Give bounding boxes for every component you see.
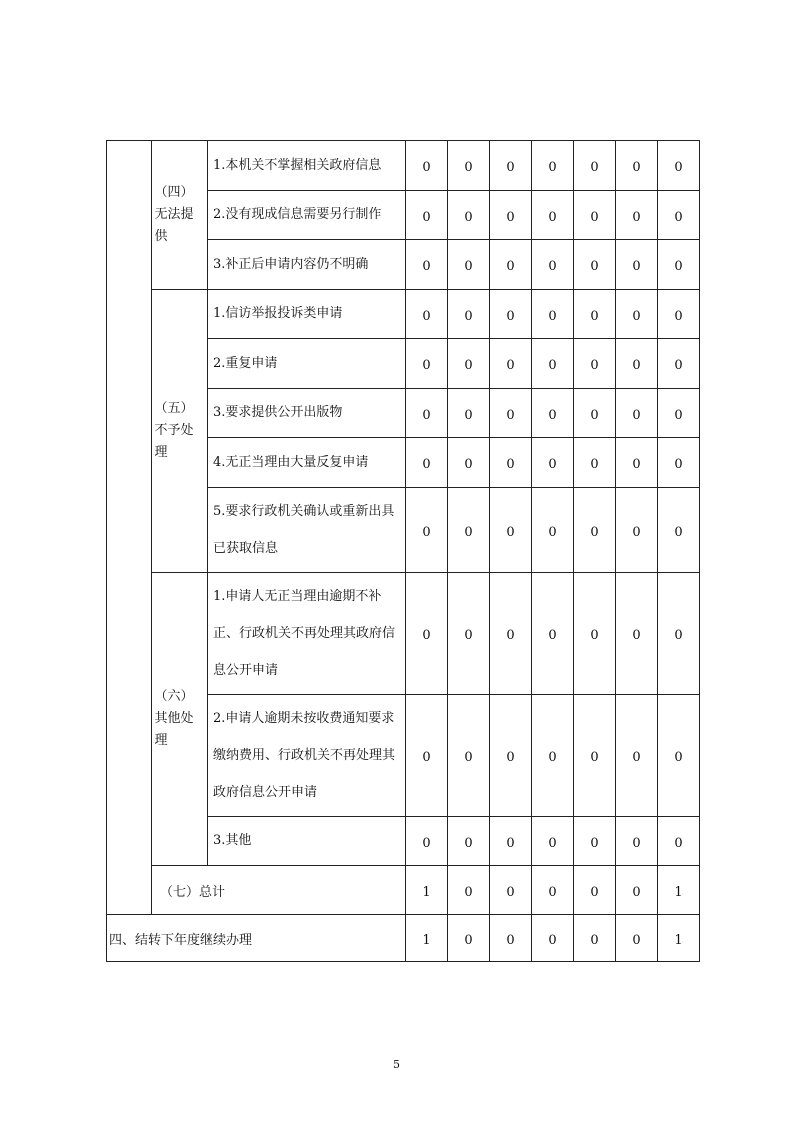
value-cell — [532, 240, 574, 290]
cell-value: 0 — [548, 628, 557, 643]
carry-over-label: 四、结转下年度继续办理 — [107, 915, 406, 962]
value-cell — [490, 339, 532, 389]
value-cell — [448, 290, 490, 339]
value-cell — [616, 695, 658, 817]
value-cell — [406, 290, 448, 339]
item-label: 2.没有现成信息需要另行制作 — [208, 191, 406, 240]
cell-value: 0 — [590, 750, 599, 765]
page-number: 5 — [393, 1058, 400, 1071]
item-label: 3.补正后申请内容仍不明确 — [208, 240, 406, 290]
cell-value: 0 — [422, 209, 431, 225]
cell-value: 0 — [548, 308, 557, 324]
category-cell-other — [152, 573, 208, 866]
cell-value: 1 — [422, 932, 431, 948]
item-label: 1.本机关不掌握相关政府信息 — [208, 141, 406, 191]
cell-value: 0 — [548, 457, 557, 472]
value-cell — [574, 488, 616, 573]
cell-value: 0 — [422, 407, 431, 423]
value-cell — [574, 191, 616, 240]
cell-value: 0 — [674, 308, 683, 324]
value-cell — [532, 438, 574, 488]
cell-value: 0 — [506, 884, 515, 900]
cell-value: 0 — [422, 160, 431, 175]
value-cell — [658, 438, 700, 488]
category-cell-no_provide — [152, 141, 208, 290]
cell-value: 0 — [632, 358, 641, 373]
value-cell — [616, 240, 658, 290]
value-cell — [532, 141, 574, 191]
value-cell — [658, 915, 700, 962]
cell-value: 0 — [548, 209, 557, 225]
value-cell — [658, 695, 700, 817]
cell-value: 0 — [674, 524, 683, 540]
value-cell — [406, 817, 448, 866]
cell-value: 0 — [548, 884, 557, 900]
cell-value: 0 — [548, 750, 557, 765]
value-cell — [448, 488, 490, 573]
total-row — [107, 866, 700, 915]
cell-value: 0 — [464, 884, 473, 900]
cell-value: 1 — [674, 884, 683, 900]
value-cell — [490, 141, 532, 191]
value-cell — [574, 290, 616, 339]
cell-value: 0 — [590, 407, 599, 423]
cell-value: 0 — [674, 835, 683, 851]
cell-value: 0 — [548, 835, 557, 851]
value-cell — [406, 915, 448, 962]
cell-value: 0 — [506, 457, 515, 472]
item-label: 4.无正当理由大量反复申请 — [208, 438, 406, 488]
value-cell — [532, 866, 574, 915]
cell-value: 0 — [548, 160, 557, 175]
statistics-table — [106, 140, 700, 962]
value-cell — [658, 573, 700, 695]
cell-value: 0 — [506, 358, 515, 373]
cell-value: 0 — [632, 407, 641, 423]
cell-value: 1 — [422, 884, 431, 900]
cell-value: 0 — [674, 750, 683, 765]
cell-value: 0 — [632, 628, 641, 643]
value-cell — [574, 389, 616, 438]
value-cell — [574, 695, 616, 817]
value-cell — [658, 141, 700, 191]
value-cell — [406, 573, 448, 695]
value-cell — [448, 339, 490, 389]
cell-value: 1 — [674, 932, 683, 948]
category-label: （四）无法提供 — [154, 185, 194, 244]
value-cell — [490, 389, 532, 438]
table-row — [107, 573, 700, 695]
value-cell — [574, 915, 616, 962]
value-cell — [448, 695, 490, 817]
item-label: 1.信访举报投诉类申请 — [208, 290, 406, 339]
cell-value: 0 — [464, 628, 473, 643]
value-cell — [532, 290, 574, 339]
value-cell — [574, 573, 616, 695]
cell-value: 0 — [632, 457, 641, 472]
value-cell — [616, 389, 658, 438]
item-label: 1.申请人无正当理由逾期不补正、行政机关不再处理其政府信息公开申请 — [208, 573, 406, 695]
value-cell — [574, 141, 616, 191]
cell-value: 0 — [464, 407, 473, 423]
cell-value: 0 — [632, 308, 641, 324]
value-cell — [658, 191, 700, 240]
cell-value: 0 — [464, 358, 473, 373]
value-cell — [490, 915, 532, 962]
value-cell — [448, 915, 490, 962]
value-cell — [574, 339, 616, 389]
value-cell — [490, 817, 532, 866]
cell-value: 0 — [506, 160, 515, 175]
value-cell — [490, 240, 532, 290]
cell-value: 0 — [590, 160, 599, 175]
value-cell — [658, 290, 700, 339]
cell-value: 0 — [590, 932, 599, 948]
cell-value: 0 — [632, 884, 641, 900]
cell-value: 0 — [674, 160, 683, 175]
value-cell — [532, 573, 574, 695]
cell-value: 0 — [464, 835, 473, 851]
cell-value: 0 — [464, 308, 473, 324]
cell-value: 0 — [632, 160, 641, 175]
value-cell — [574, 866, 616, 915]
cell-value: 0 — [674, 259, 683, 274]
value-cell — [406, 191, 448, 240]
cell-value: 0 — [674, 457, 683, 472]
cell-value: 0 — [590, 308, 599, 324]
table-row — [107, 290, 700, 339]
value-cell — [532, 389, 574, 438]
value-cell — [616, 141, 658, 191]
cell-value: 0 — [590, 524, 599, 540]
value-cell — [406, 389, 448, 438]
blank-side-cell — [107, 141, 152, 915]
cell-value: 0 — [590, 457, 599, 472]
value-cell — [448, 240, 490, 290]
cell-value: 0 — [590, 259, 599, 274]
value-cell — [658, 240, 700, 290]
value-cell — [658, 339, 700, 389]
cell-value: 0 — [464, 524, 473, 540]
category-label: （六）其他处理 — [154, 689, 194, 748]
cell-value: 0 — [464, 932, 473, 948]
value-cell — [616, 339, 658, 389]
item-label: 2.重复申请 — [208, 339, 406, 389]
cell-value: 0 — [548, 358, 557, 373]
value-cell — [490, 488, 532, 573]
item-label: 3.要求提供公开出版物 — [208, 389, 406, 438]
cell-value: 0 — [422, 524, 431, 540]
item-label: 2.申请人逾期未按收费通知要求缴纳费用、行政机关不再处理其政府信息公开申请 — [208, 695, 406, 817]
value-cell — [406, 866, 448, 915]
cell-value: 0 — [674, 407, 683, 423]
cell-value: 0 — [464, 750, 473, 765]
value-cell — [532, 339, 574, 389]
value-cell — [616, 290, 658, 339]
value-cell — [448, 191, 490, 240]
cell-value: 0 — [590, 628, 599, 643]
value-cell — [406, 438, 448, 488]
value-cell — [658, 389, 700, 438]
cell-value: 0 — [506, 308, 515, 324]
cell-value: 0 — [632, 835, 641, 851]
value-cell — [448, 141, 490, 191]
value-cell — [616, 488, 658, 573]
cell-value: 0 — [590, 835, 599, 851]
value-cell — [616, 915, 658, 962]
value-cell — [490, 573, 532, 695]
value-cell — [616, 191, 658, 240]
category-label: （五）不予处理 — [154, 401, 194, 460]
cell-value: 0 — [548, 932, 557, 948]
cell-value: 0 — [674, 628, 683, 643]
cell-value: 0 — [548, 407, 557, 423]
value-cell — [532, 695, 574, 817]
cell-value: 0 — [674, 209, 683, 225]
value-cell — [658, 866, 700, 915]
cell-value: 0 — [632, 750, 641, 765]
cell-value: 0 — [506, 209, 515, 225]
value-cell — [658, 488, 700, 573]
value-cell — [448, 817, 490, 866]
value-cell — [490, 191, 532, 240]
category-cell-not_process — [152, 290, 208, 573]
cell-value: 0 — [590, 884, 599, 900]
value-cell — [616, 817, 658, 866]
cell-value: 0 — [506, 750, 515, 765]
cell-value: 0 — [506, 932, 515, 948]
item-label: 5.要求行政机关确认或重新出具已获取信息 — [208, 488, 406, 573]
cell-value: 0 — [548, 259, 557, 274]
cell-value: 0 — [590, 358, 599, 373]
value-cell — [490, 290, 532, 339]
cell-value: 0 — [506, 407, 515, 423]
cell-value: 0 — [422, 457, 431, 472]
value-cell — [448, 573, 490, 695]
cell-value: 0 — [632, 524, 641, 540]
cell-value: 0 — [506, 835, 515, 851]
value-cell — [448, 866, 490, 915]
table-row — [107, 141, 700, 191]
cell-value: 0 — [422, 358, 431, 373]
value-cell — [532, 488, 574, 573]
value-cell — [406, 141, 448, 191]
cell-value: 0 — [632, 932, 641, 948]
cell-value: 0 — [506, 259, 515, 274]
value-cell — [448, 389, 490, 438]
cell-value: 0 — [464, 160, 473, 175]
value-cell — [574, 240, 616, 290]
value-cell — [406, 488, 448, 573]
value-cell — [616, 573, 658, 695]
value-cell — [406, 695, 448, 817]
value-cell — [406, 339, 448, 389]
cell-value: 0 — [464, 209, 473, 225]
cell-value: 0 — [422, 835, 431, 851]
cell-value: 0 — [422, 750, 431, 765]
cell-value: 0 — [632, 209, 641, 225]
carry-over-row — [107, 915, 700, 962]
cell-value: 0 — [422, 308, 431, 324]
total-label: （七）总计 — [152, 866, 406, 915]
value-cell — [532, 817, 574, 866]
cell-value: 0 — [506, 524, 515, 540]
cell-value: 0 — [590, 209, 599, 225]
value-cell — [490, 866, 532, 915]
value-cell — [490, 695, 532, 817]
cell-value: 0 — [464, 457, 473, 472]
value-cell — [406, 240, 448, 290]
value-cell — [616, 866, 658, 915]
cell-value: 0 — [422, 628, 431, 643]
cell-value: 0 — [632, 259, 641, 274]
item-label: 3.其他 — [208, 817, 406, 866]
value-cell — [574, 438, 616, 488]
cell-value: 0 — [506, 628, 515, 643]
value-cell — [532, 191, 574, 240]
cell-value: 0 — [674, 358, 683, 373]
value-cell — [574, 817, 616, 866]
cell-value: 0 — [464, 259, 473, 274]
value-cell — [616, 438, 658, 488]
cell-value: 0 — [548, 524, 557, 540]
value-cell — [658, 817, 700, 866]
value-cell — [448, 438, 490, 488]
value-cell — [532, 915, 574, 962]
cell-value: 0 — [422, 259, 431, 274]
value-cell — [490, 438, 532, 488]
